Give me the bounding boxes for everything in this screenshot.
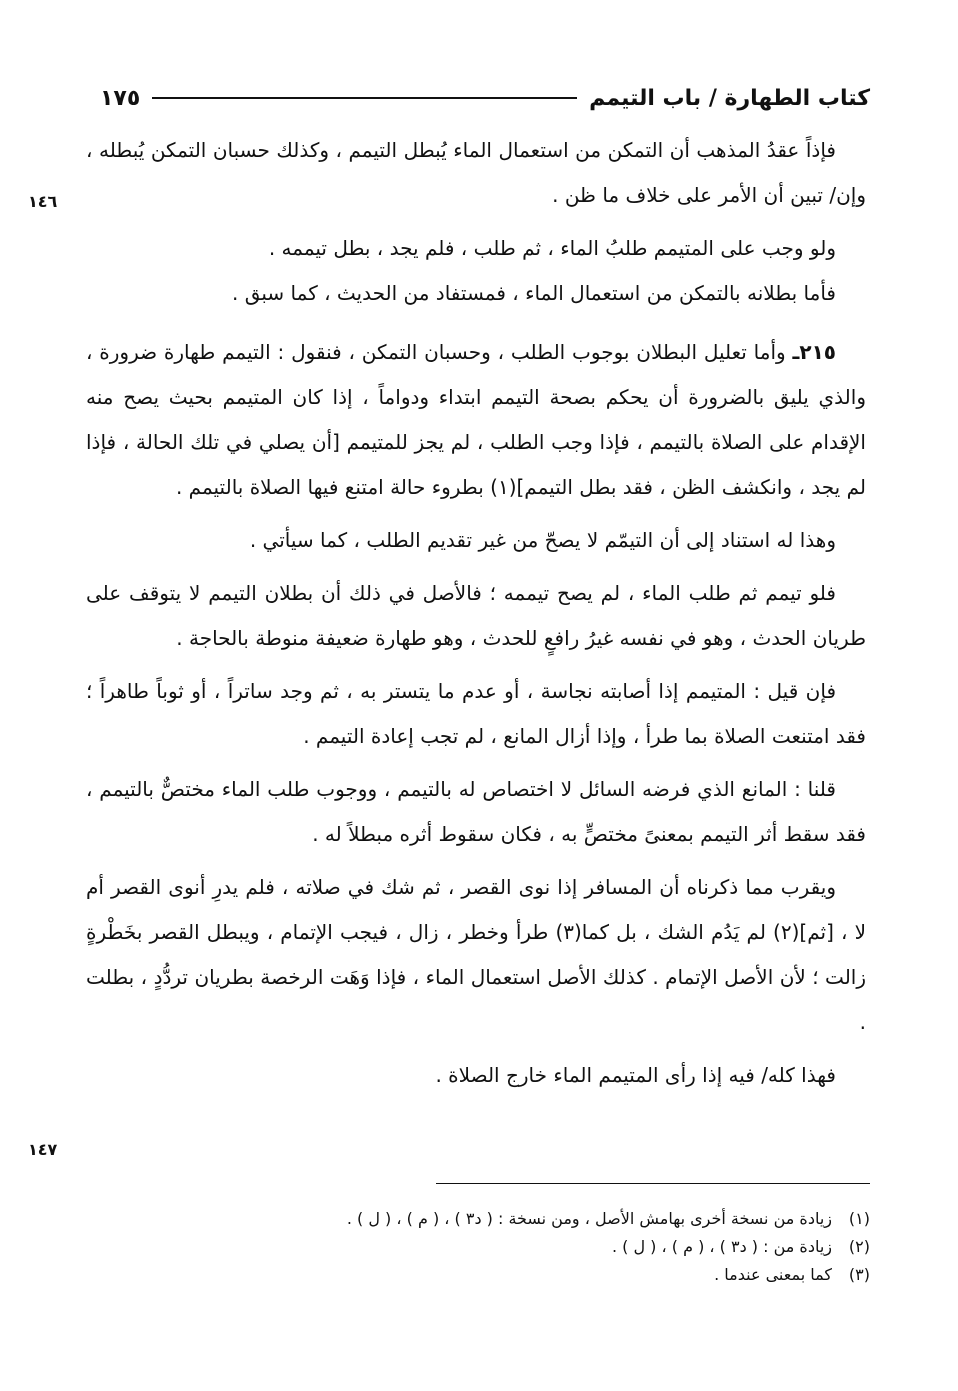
page-header xyxy=(100,78,870,118)
footnote-number: (٢) xyxy=(848,1237,870,1256)
footnote xyxy=(100,1233,870,1261)
paragraph: فلو تيمم ثم طلب الماء ، لم يصح تيممه ؛ فالأصل في ذلك أن بطلان التيمم لا يتوقف على طريان الحدث ، وهو في نفسه غيرُ رافعٍ للحدث ، وهو طهارة ضعيفة منوطة بالحاجة . xyxy=(86,581,866,650)
paragraph: فإن قيل : المتيمم إذا أصابته نجاسة ، أو عدم ما يتستر به ، ثم وجد ساتراً ، أو ثوباً طاهراً ؛ فقد امتنعت الصلاة بما طرأ ، وإذا أزال المانع ، لم تجب إعادة التيمم . xyxy=(86,679,866,748)
footnotes xyxy=(100,1205,870,1289)
footnote-text: كما بمعنى عندما . xyxy=(714,1265,832,1284)
footnote-rule xyxy=(436,1183,870,1184)
footnote-number: (١) xyxy=(848,1209,870,1228)
footnote-number: (٣) xyxy=(848,1265,870,1284)
header-rule xyxy=(152,97,577,99)
page-number: ١٧٥ xyxy=(100,85,141,111)
margin-page-ref: ١٤٧ xyxy=(28,1140,58,1159)
footnote-text: زيادة من نسخة أخرى بهامش الأصل ، ومن نسخة : ( د٣ ) ، ( م ) ، ( ل ) . xyxy=(346,1209,832,1228)
footnote xyxy=(100,1261,870,1289)
paragraph-number: ٢١٥ـ xyxy=(792,340,836,364)
paragraph: فأما بطلانه بالتمكن من استعمال الماء ، فمستفاد من الحديث ، كما سبق . xyxy=(232,281,836,305)
body-text xyxy=(86,128,866,1106)
paragraph: ويقرب مما ذكرناه أن المسافر إذا نوى القصر ، ثم شك في صلاته ، فلم يدرِ أنوى القصر أم لا ، [ثم](٢) لم يَدُم الشك ، بل كما(٣) طرأ وخطر ، زال ، فيجب الإتمام ، ويبطل القصر بخَطْرةٍ زالت ؛ لأن الأصل الإتمام . كذلك الأصل استعمال الماء ، فإذا وَهَت الرخصة بطريان تردُّدٍ ، بطلت . xyxy=(86,875,866,1034)
footnote-text: زيادة من : ( د٣ ) ، ( م ) ، ( ل ) . xyxy=(611,1237,832,1256)
paragraph: ولو وجب على المتيمم طلبُ الماء ، ثم طلب ، فلم يجد ، بطل تيممه . xyxy=(268,236,836,260)
running-title: كتاب الطهارة / باب التيمم xyxy=(589,85,870,111)
paragraph: قلنا : المانع الذي فرضه السائل لا اختصاص له بالتيمم ، ووجوب طلب الماء مختصٌّ بالتيمم ، فقد سقط أثر التيمم بمعنىً مختصٍّ به ، فكان سقوط أثره مبطلاً له . xyxy=(86,777,866,846)
paragraph: وهذا له استناد إلى أن التيمّم لا يصحّ من غير تقديم الطلب ، كما سيأتي . xyxy=(249,528,836,552)
margin-page-ref: ١٤٦ xyxy=(28,192,58,211)
footnote xyxy=(100,1205,870,1233)
paragraph: فهذا كله/ فيه إذا رأى المتيمم الماء خارج الصلاة . xyxy=(435,1063,836,1087)
paragraph: فإذاً عقدُ المذهب أن التمكن من استعمال الماء يُبطل التيمم ، وكذلك حسبان التمكن يُبطله ، وإن/ تبين أن الأمر على خلاف ما ظن . xyxy=(86,138,866,207)
paragraph: ٢١٥ـ وأما تعليل البطلان بوجوب الطلب ، وحسبان التمكن ، فنقول : التيمم طهارة ضرورة ، والذي يليق بالضرورة أن يحكم بصحة التيمم ابتداء ودواماً ، إذا كان المتيمم بحيث يصح منه الإقدام على الصلاة بالتيمم ، فإذا وجب الطلب ، لم يجز للمتيمم [أن يصلي في تلك الحالة ، فإذا لم يجد ، وانكشف الظن ، فقد بطل التيمم](١) بطروء حالة امتنع فيها الصلاة بالتيمم . xyxy=(86,340,866,499)
